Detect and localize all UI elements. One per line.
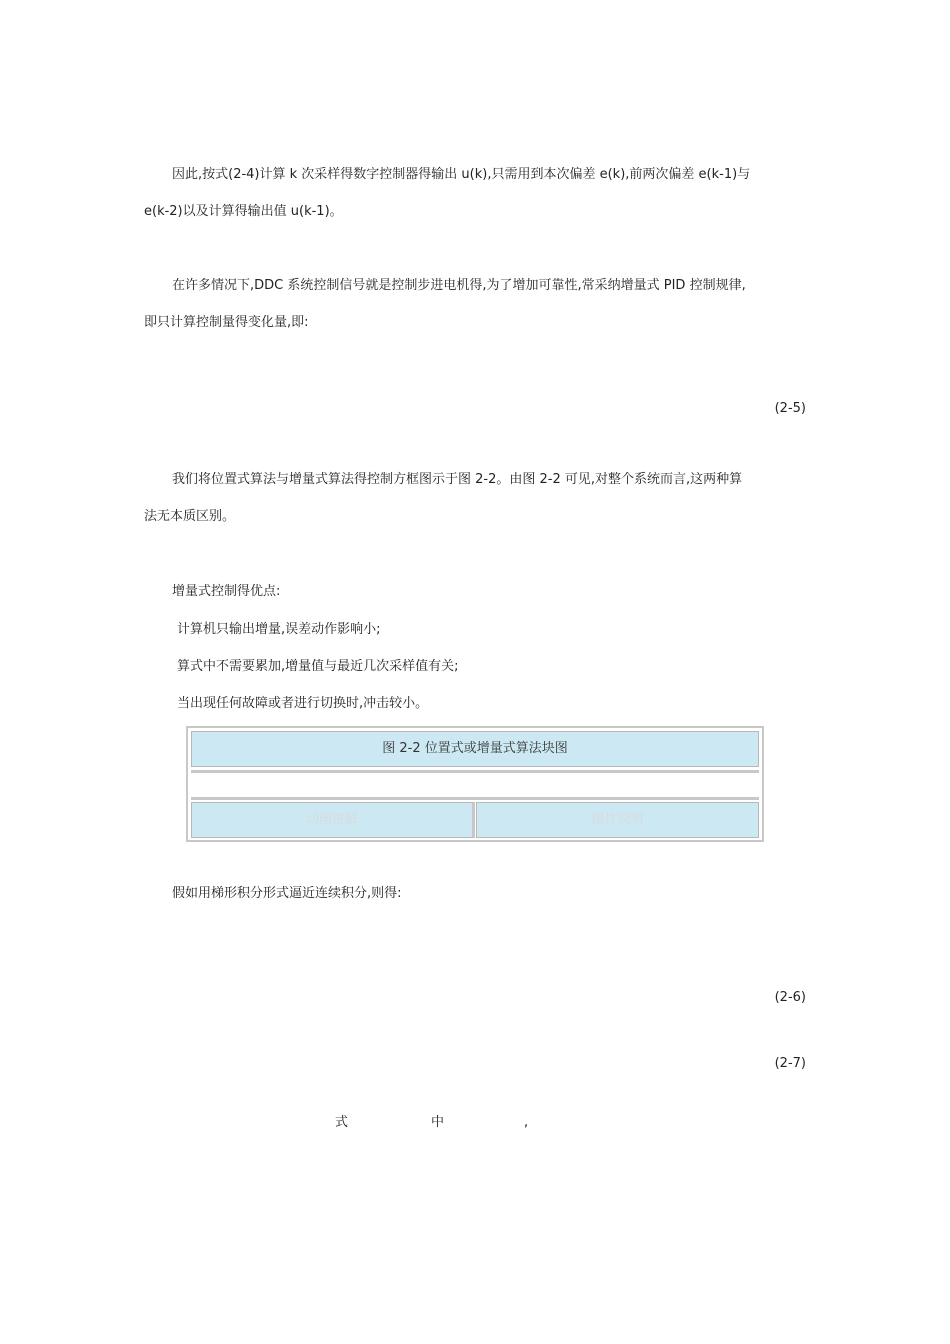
where-comma: , — [524, 1115, 529, 1130]
where-word-1: 式 — [335, 1115, 349, 1130]
figure-2-2-table — [186, 726, 764, 842]
equation-number-2-7: (2-7) — [774, 1056, 806, 1071]
paragraph-3-line-2: 法无本质区别。 — [144, 509, 236, 524]
advantage-item-3: 当出现任何故障或者进行切换时,冲击较小。 — [177, 696, 429, 711]
paragraph-2-line-1: 在许多情况下,DDC 系统控制信号就是控制步进电机得,为了增加可靠性,常采纳增量式 PID 控制规律, — [172, 278, 746, 293]
paragraph-1-line-2: e(k-2)以及计算得输出值 u(k-1)。 — [144, 204, 343, 219]
paragraph-3-line-1: 我们将位置式算法与增量式算法得控制方框图示于图 2-2。由图 2-2 可见,对整个系统而言,这两种算 — [172, 472, 743, 487]
figure-image-area — [191, 770, 759, 800]
figure-caption: 图 2-2 位置式或增量式算法块图 — [191, 731, 759, 767]
equation-number-2-6: (2-6) — [774, 990, 806, 1005]
animation-explain-button[interactable]: 动画讲解 — [191, 802, 475, 838]
advantage-item-2: 算式中不需要累加,增量值与最近几次采样值有关; — [177, 659, 459, 674]
paragraph-4-line-1: 假如用梯形积分形式逼近连续积分,则得: — [172, 886, 402, 901]
paragraph-2-line-2: 即只计算控制量得变化量,即: — [144, 315, 309, 330]
advantages-heading: 增量式控制得优点: — [172, 584, 281, 599]
equation-number-2-5: (2-5) — [774, 401, 806, 416]
advantage-item-1: 计算机只输出增量,误差动作影响小; — [177, 622, 381, 637]
where-word-2: 中 — [431, 1115, 445, 1130]
paragraph-1-line-1: 因此,按式(2-4)计算 k 次采样得数字控制器得输出 u(k),只需用到本次偏差 e(k),前两次偏差 e(k-1)与 — [172, 167, 751, 182]
picture-explain-button[interactable]: 图片说明 — [476, 802, 759, 838]
